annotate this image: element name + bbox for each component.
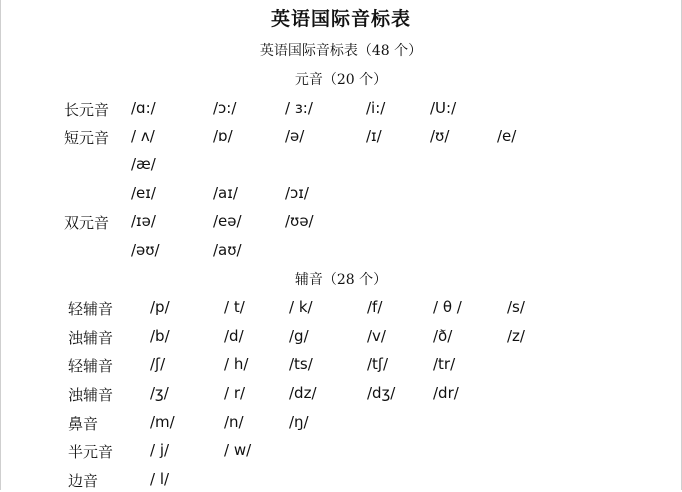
consonant-row-label: 浊辅音 [68,386,114,404]
consonant-symbol: /b/ [150,327,170,345]
subtitle: 英语国际音标表（48 个） [259,43,423,59]
consonant-row-label: 鼻音 [68,415,99,433]
short-vowel-symbol: /ə/ [285,127,305,145]
consonant-symbol: /dz/ [289,384,317,402]
consonant-symbol: /g/ [289,327,309,345]
consonant-symbol: /ts/ [289,355,313,373]
short-vowels-label: 短元音 [64,129,110,147]
diphthong-symbol: /eə/ [213,212,242,230]
diphthong-symbol: /ʊə/ [285,212,314,230]
consonant-symbol: / j/ [150,441,170,459]
consonant-symbol: /n/ [224,413,244,431]
long-vowel-symbol: /U:/ [430,99,457,117]
consonant-symbol: /ʒ/ [150,384,169,402]
long-vowel-symbol: /ɔ:/ [213,99,237,117]
consonant-symbol: /s/ [507,298,525,316]
diphthong-symbol: /ɪə/ [131,212,156,230]
consonant-symbol: /m/ [150,413,175,431]
consonant-row-label: 浊辅音 [68,329,114,347]
consonant-symbol: /ŋ/ [289,413,309,431]
diphthong-symbol: /eɪ/ [131,184,156,202]
consonant-row-label: 轻辅音 [68,300,114,318]
consonant-symbol: /d/ [224,327,244,345]
short-vowel-symbol: /e/ [497,127,517,145]
long-vowels-label: 长元音 [64,101,110,119]
diphthong-symbol: /aɪ/ [213,184,238,202]
page-title: 英语国际音标表 [270,8,411,30]
consonant-row-label: 边音 [68,472,99,490]
consonant-symbol: / θ / [433,298,462,316]
consonant-symbol: / r/ [224,384,246,402]
consonants-heading: 辅音（28 个） [294,272,388,288]
consonant-symbol: /z/ [507,327,525,345]
consonant-symbol: / h/ [224,355,249,373]
consonant-symbol: /dr/ [433,384,459,402]
consonant-symbol: /v/ [367,327,386,345]
consonant-symbol: /p/ [150,298,170,316]
consonant-symbol: / w/ [224,441,252,459]
short-vowel-symbol: /ɒ/ [213,127,233,145]
short-vowel-symbol: /ɪ/ [366,127,382,145]
long-vowel-symbol: /ɑ:/ [131,99,156,117]
diphthongs-label: 双元音 [64,214,110,232]
short-vowel-symbol: /æ/ [131,155,156,173]
short-vowel-symbol: / ʌ/ [131,127,155,145]
consonant-symbol: /dʒ/ [367,384,396,402]
consonant-row-label: 半元音 [68,443,114,461]
consonant-symbol: / k/ [289,298,313,316]
consonant-symbol: /tr/ [433,355,456,373]
diphthong-symbol: /ɔɪ/ [285,184,309,202]
diphthong-symbol: /əʊ/ [131,241,160,259]
long-vowel-symbol: / ɜ:/ [285,99,313,117]
consonant-symbol: /ð/ [433,327,453,345]
consonant-symbol: /tʃ/ [367,355,389,373]
consonant-symbol: /f/ [367,298,383,316]
consonant-row-label: 轻辅音 [68,357,114,375]
consonant-symbol: / t/ [224,298,245,316]
diphthong-symbol: /aʊ/ [213,241,242,259]
consonant-symbol: / l/ [150,470,170,488]
long-vowel-symbol: /i:/ [366,99,386,117]
consonant-symbol: /ʃ/ [150,355,166,373]
short-vowel-symbol: /ʊ/ [430,127,450,145]
vowels-heading: 元音（20 个） [294,72,388,88]
